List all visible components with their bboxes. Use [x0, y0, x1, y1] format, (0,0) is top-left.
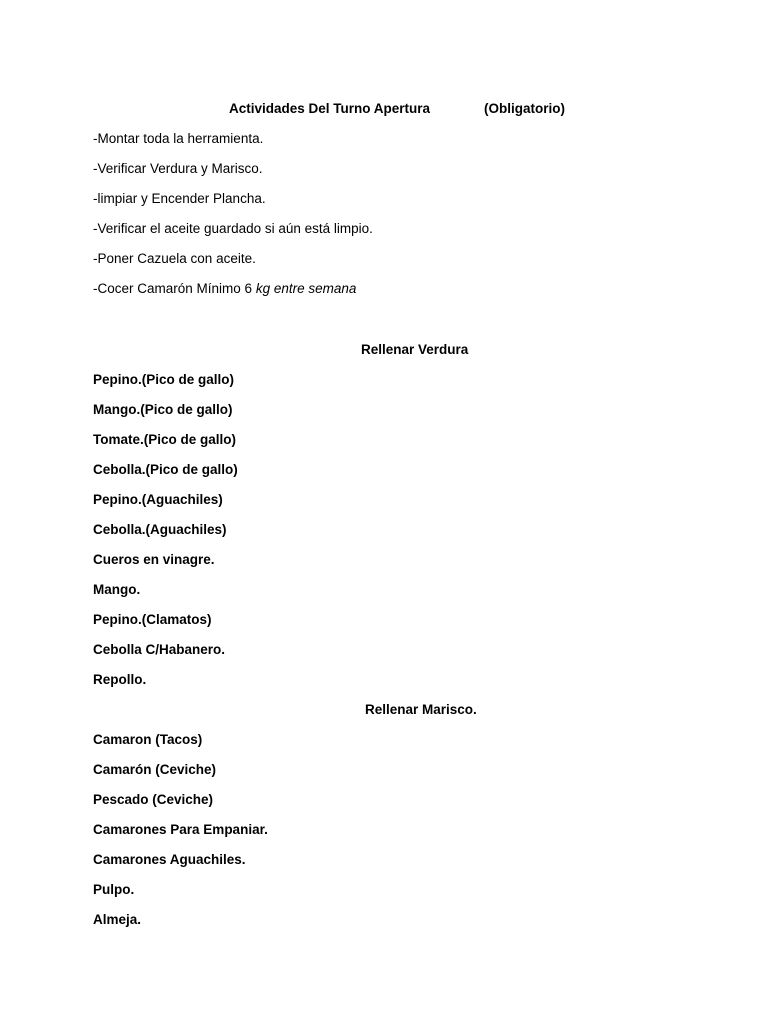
list-item: Tomate.(Pico de gallo) — [93, 432, 237, 447]
task-item: -Verificar el aceite guardado si aún está limpio. — [93, 221, 373, 236]
task-item: -Verificar Verdura y Marisco. — [93, 161, 263, 176]
list-item: Pulpo. — [93, 882, 135, 897]
section-heading-marisco: Rellenar Marisco. — [365, 702, 477, 717]
task-list — [93, 130, 373, 310]
list-item: Cueros en vinagre. — [93, 552, 215, 567]
marisco-list — [93, 731, 268, 941]
list-item: Pescado (Ceviche) — [93, 792, 214, 807]
list-item: Camaron (Tacos) — [93, 732, 203, 747]
list-item: Camarones Aguachiles. — [93, 852, 246, 867]
task-item: -limpiar y Encender Plancha. — [93, 191, 266, 206]
list-item: Camarones Para Empaniar. — [93, 822, 268, 837]
list-item: Almeja. — [93, 912, 142, 927]
task-item: -Montar toda la herramienta. — [93, 131, 264, 146]
task-item: -Poner Cazuela con aceite. — [93, 251, 256, 266]
list-item: Mango. — [93, 582, 141, 597]
document-title: Actividades Del Turno Apertura — [229, 101, 431, 116]
verdura-list — [93, 371, 238, 701]
list-item: Mango.(Pico de gallo) — [93, 402, 233, 417]
section-heading-verdura: Rellenar Verdura — [361, 342, 469, 357]
list-item: Repollo. — [93, 672, 147, 687]
obligatorio-note: (Obligatorio) — [484, 101, 565, 116]
task-item-last — [93, 280, 373, 310]
document-title-row — [0, 101, 768, 119]
list-item: Pepino.(Aguachiles) — [93, 492, 223, 507]
task-item-emphasis: kg entre semana — [255, 281, 357, 296]
task-item-text: -Cocer Camarón Mínimo 6 — [93, 281, 256, 296]
list-item: Cebolla C/Habanero. — [93, 642, 226, 657]
list-item: Cebolla.(Pico de gallo) — [93, 462, 238, 477]
list-item: Pepino.(Pico de gallo) — [93, 372, 235, 387]
list-item: Camarón (Ceviche) — [93, 762, 217, 777]
list-item: Cebolla.(Aguachiles) — [93, 522, 227, 537]
list-item: Pepino.(Clamatos) — [93, 612, 212, 627]
